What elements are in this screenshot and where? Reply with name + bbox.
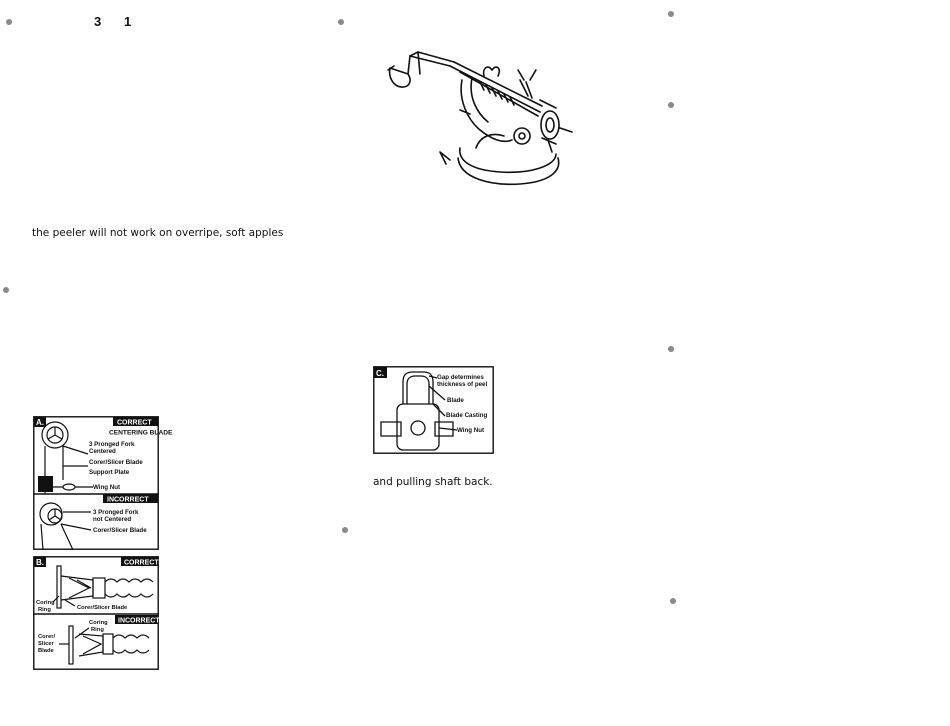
figure-c-peel-thickness [373,366,494,454]
corer-label: Corer/ [38,634,56,640]
wing-nut-label: Wing Nut [93,484,121,491]
page-number-left: 3 [94,14,102,29]
coring-ring-b-label-2: Ring [91,627,104,633]
hole-dot [668,102,674,108]
corer-label-3: Blade [38,648,54,654]
figure-b-incorrect-tag: INCORRECT [118,617,160,625]
figure-b-coring-ring [33,556,159,670]
page-number-right: 1 [124,14,132,29]
hole-dot [338,19,344,25]
figure-b-label: B. [36,558,44,567]
apple-peeler-illustration [380,40,580,195]
overripe-note: the peeler will not work on overripe, soft apples [32,227,284,239]
fork-centered-label: 3 Pronged Fork [89,441,135,448]
fork-not-centered-label: 3 Pronged Fork [93,509,139,516]
figure-a-centering-blade [33,416,173,550]
gap-label: Gap determines [437,374,484,381]
figure-a-correct-tag: CORRECT [117,419,152,427]
figure-b-correct-tag: CORRECT [124,559,159,567]
hole-dot [668,11,674,17]
hole-dot [342,527,348,533]
fork-centered-label-2: Centered [89,448,116,455]
support-plate-label: Support Plate [89,469,130,476]
pulling-note: and pulling shaft back. [373,476,493,488]
blade-label: Blade [447,397,464,404]
corer-slicer-label-2: Corer/Slicer Blade [93,527,147,534]
gap-label-2: thickness of peel [437,381,488,388]
coring-ring-label-2: Ring [38,607,51,613]
coring-ring-label: Coring [36,600,55,606]
figure-c-label: C. [376,369,384,378]
hole-dot [3,287,9,293]
hole-dot [6,19,12,25]
blade-casting-label: Blade Casting [446,412,488,419]
hole-dot [668,346,674,352]
corer-slicer-label: Corer/Slicer Blade [89,459,143,466]
fork-not-centered-label-2: not Centered [93,516,132,523]
hole-dot [670,598,676,604]
corer-label-2: Slicer [38,641,54,647]
corer-slicer-blade-label: Corer/Slicer Blade [77,605,128,611]
wing-nut-c-label: Wing Nut [457,427,485,434]
centering-blade-heading: CENTERING BLADE [109,429,173,437]
coring-ring-b-label: Coring [89,620,108,626]
figure-a-incorrect-tag: INCORRECT [107,496,149,504]
figure-a-label: A. [36,418,44,427]
